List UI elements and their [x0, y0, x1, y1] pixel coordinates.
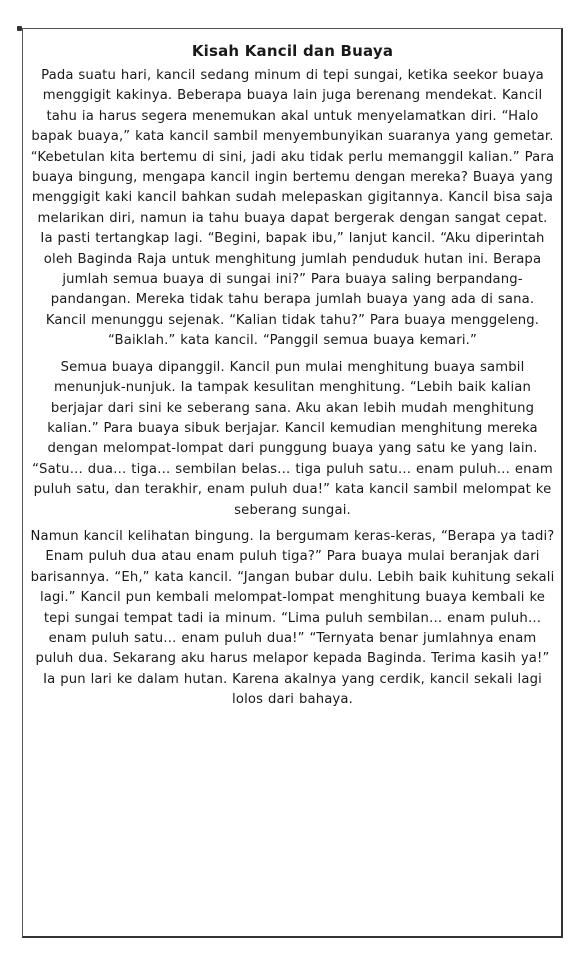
story-content: [30, 38, 555, 717]
story-title: Kisah Kancil dan Buaya: [191, 42, 394, 60]
story-paragraph-2: Semua buaya dipanggil. Kancil pun mulai menghitung buaya sambil menunjuk-nunjuk. Ia tampak kesulitan menghitung. “Lebih baik kalian berjajar dari sini ke seberang sana. Aku akan lebih mudah menghitung kalian.” Para buaya sibuk berjajar. Kancil kemudian menghitung mereka dengan melompat-lompat dari punggung buaya yang satu ke yang lain. “Satu… dua… tiga… sembilan belas… tiga puluh satu… enam puluh… enam puluh satu, dan terakhir, enam puluh dua!” kata kancil sambil melompat ke seberang sungai.: [32, 359, 553, 518]
story-paragraph-3: Namun kancil kelihatan bingung. Ia bergumam keras-keras, “Berapa ya tadi? Enam puluh dua atau enam puluh tiga?” Para buaya mulai beranjak dari barisannya. “Eh,” kata kancil. “Jangan bubar dulu. Lebih baik kuhitung sekali lagi.” Kancil pun kembali melompat-lompat menghitung buaya kembali ke tepi sungai tempat tadi ia minum. “Lima puluh sembilan… enam puluh… enam puluh satu… enam puluh dua!” “Ternyata benar jumlahnya enam puluh dua. Sekarang aku harus melapor kepada Baginda. Terima kasih ya!” Ia pun lari ke dalam hutan. Karena akalnya yang cerdik, kancil sekali lagi lolos dari bahaya.: [30, 528, 555, 708]
story-paragraph-1: Pada suatu hari, kancil sedang minum di tepi sungai, ketika seekor buaya menggigit kakinya. Beberapa buaya lain juga berenang mendekat. Kancil tahu ia harus segera menemukan akal untuk menyelamatkan diri. “Halo bapak buaya,” kata kancil sambil menyembunyikan suaranya yang gemetar. “Kebetulan kita bertemu di sini, jadi aku tidak perlu memanggil kalian.” Para buaya bingung, mengapa kancil ingin bertemu dengan mereka? Buaya yang menggigit kaki kancil bahkan sudah melepaskan gigitannya. Kancil bisa saja melarikan diri, namun ia tahu buaya dapat bergerak dengan sangat cepat. Ia pasti tertangkap lagi. “Begini, bapak ibu,” lanjut kancil. “Aku diperintah oleh Baginda Raja untuk menghitung jumlah penduduk hutan ini. Berapa jumlah semua buaya di sungai ini?” Para buaya saling berpandang-pandangan. Mereka tidak tahu berapa jumlah buaya yang ada di sana. Kancil menunggu sejenak. “Kalian tidak tahu?” Para buaya menggeleng. “Baiklah.” kata kancil. “Panggil semua buaya kemari.”: [30, 68, 555, 349]
